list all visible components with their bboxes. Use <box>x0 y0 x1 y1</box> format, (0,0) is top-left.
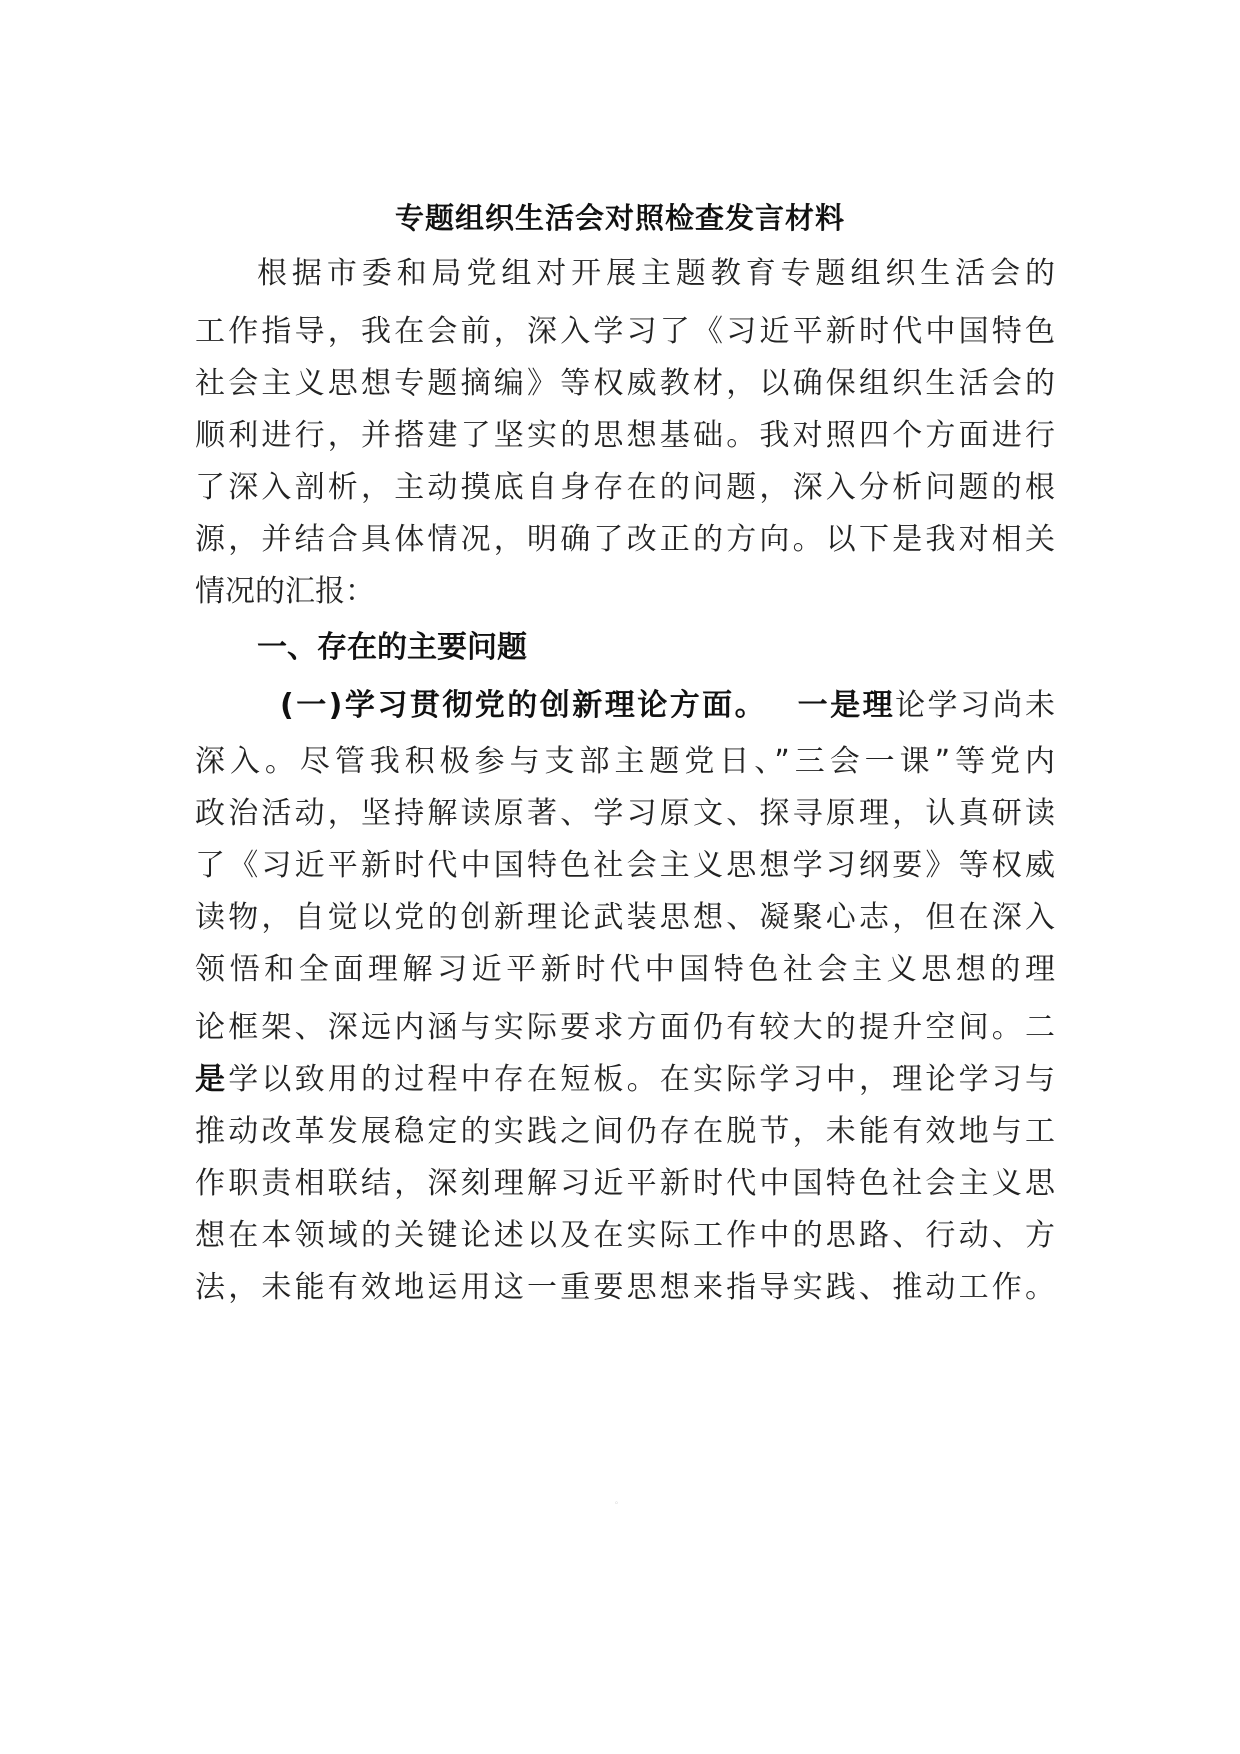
body-line-4: 读物，自觉以党的创新理论武装思想、凝聚心志，但在深入 <box>195 900 1055 935</box>
subsection-line <box>280 684 1055 728</box>
tail-line-4: 法，未能有效地运用这一重要思想来指导实践、推动工作。 <box>195 1270 1055 1305</box>
body-line-2: 政治活动，坚持解读原著、学习原文、探寻原理，认真研读 <box>195 796 1055 831</box>
tail-line-2: 作职责相联结，深刻理解习近平新时代中国特色社会主义思 <box>195 1166 1055 1201</box>
point-one-text: 论学习尚未 <box>895 688 1055 723</box>
subsection-label: (一)学习贯彻党的创新理论方面。 <box>280 688 768 723</box>
intro-line-4: 顺利进行，并搭建了坚实的思想基础。我对照四个方面进行 <box>195 418 1055 453</box>
intro-line-3: 社会主义思想专题摘编》等权威教材，以确保组织生活会的 <box>195 366 1055 401</box>
page-footer-mark: 。 <box>615 1496 623 1505</box>
point-two-text: 学以致用的过程中存在短板。在实际学习中，理论学习与 <box>228 1062 1055 1097</box>
tail-line-1: 推动改革发展稳定的实践之间仍存在脱节，未能有效地与工 <box>195 1114 1055 1149</box>
intro-line-1: 根据市委和局党组对开展主题教育专题组织生活会的 <box>257 256 1055 291</box>
intro-line-2: 工作指导，我在会前，深入学习了《习近平新时代中国特色 <box>195 314 1055 349</box>
body-line-6: 论框架、深远内涵与实际要求方面仍有较大的提升空间。二 <box>195 1010 1055 1045</box>
document-title: 专题组织生活会对照检查发言材料 <box>394 201 845 235</box>
body-line-3: 了《习近平新时代中国特色社会主义思想学习纲要》等权威 <box>195 848 1055 883</box>
point-two-marker: 是 <box>195 1062 229 1097</box>
section-heading: 一、存在的主要问题 <box>257 630 527 665</box>
point-one-marker: 一是理 <box>795 688 896 723</box>
body-line-5: 领悟和全面理解习近平新时代中国特色社会主义思想的理 <box>195 952 1055 987</box>
intro-line-7: 情况的汇报： <box>195 574 375 609</box>
intro-line-5: 了深入剖析，主动摸底自身存在的问题，深入分析问题的根 <box>195 470 1055 505</box>
tail-line-3: 想在本领域的关键论述以及在实际工作中的思路、行动、方 <box>195 1218 1055 1253</box>
body-line-1: 深入。尽管我积极参与支部主题党日、”三会一课”等党内 <box>195 744 1055 779</box>
intro-line-6: 源，并结合具体情况，明确了改正的方向。以下是我对相关 <box>195 522 1055 557</box>
point-two-line <box>195 1058 1055 1102</box>
